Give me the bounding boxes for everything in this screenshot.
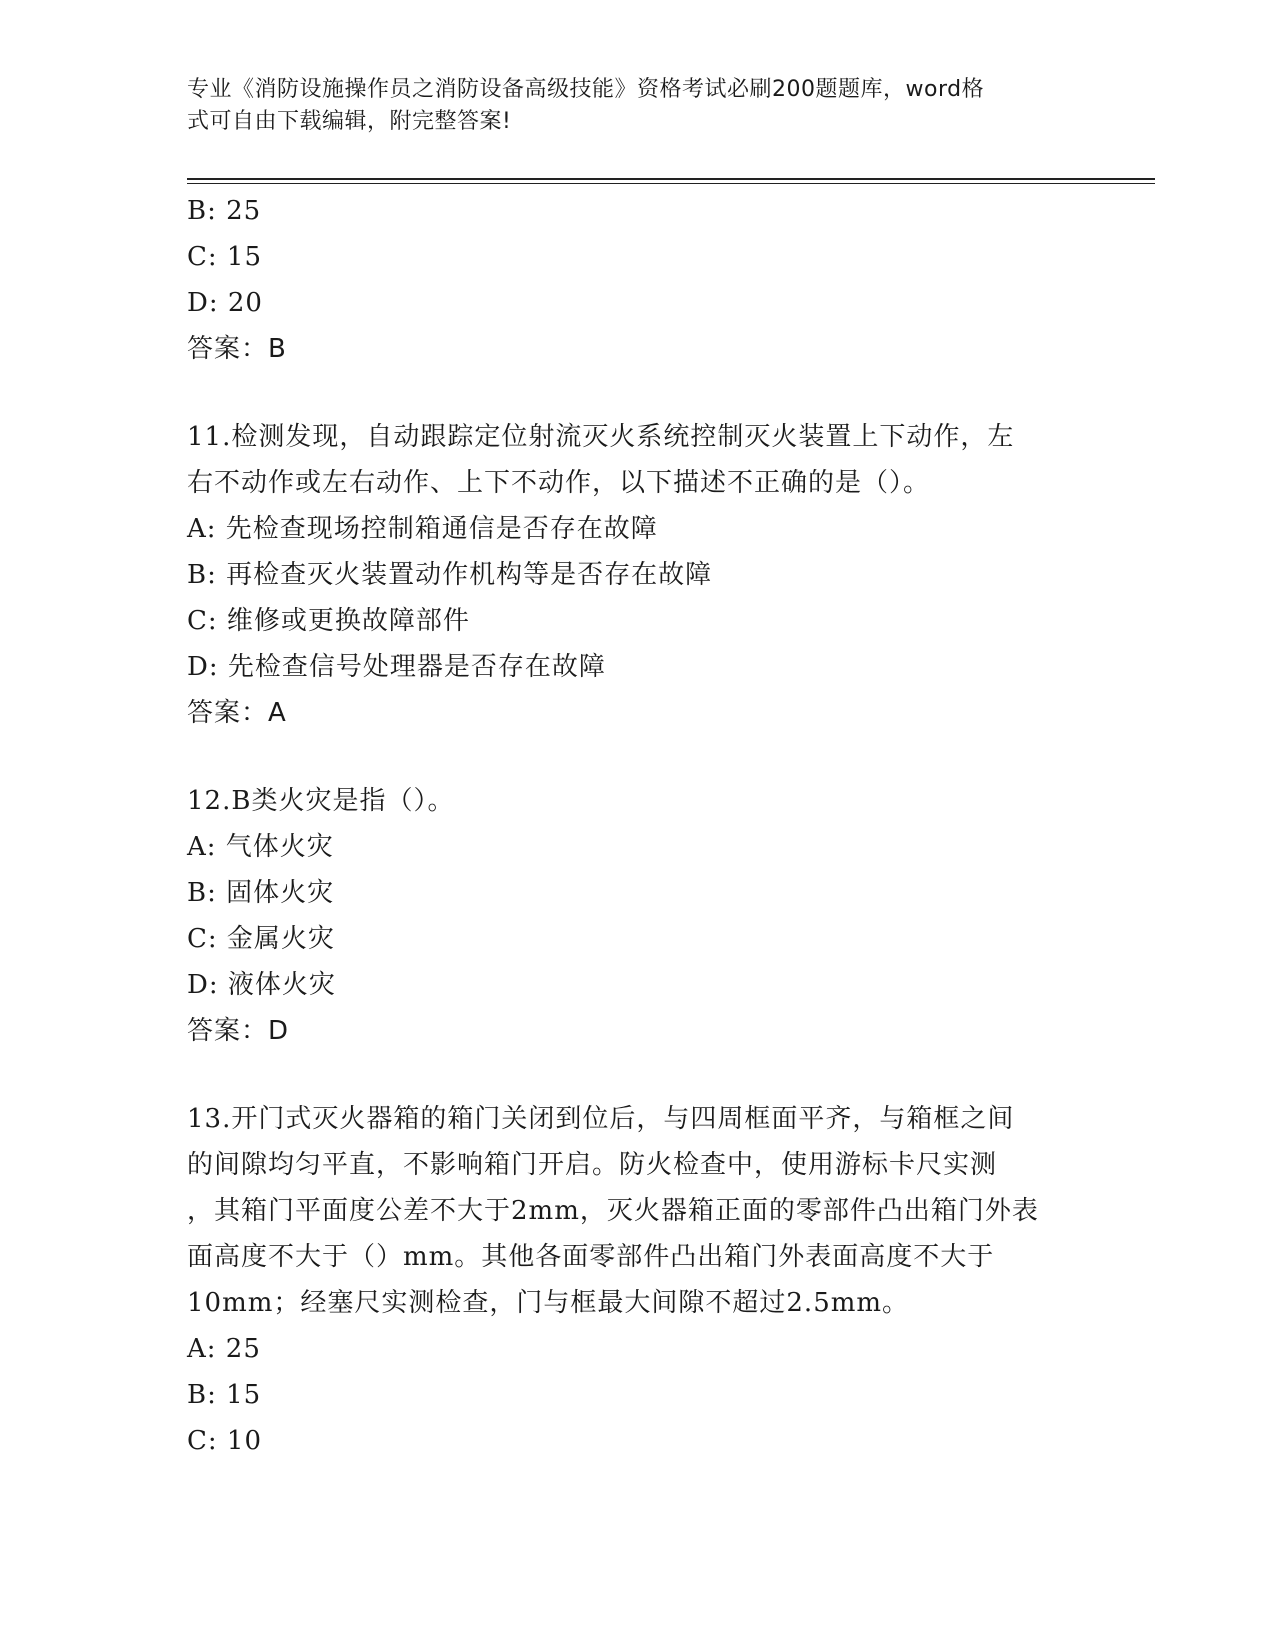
question-text-line: 面高度不大于（）mm。其他各面零部件凸出箱门外表面高度不大于: [187, 1242, 995, 1272]
option-b: B: 再检查灭火装置动作机构等是否存在故障: [187, 560, 713, 590]
option-c: C: 15: [187, 242, 263, 272]
document-header: [187, 74, 1087, 138]
option-d: D: 先检查信号处理器是否存在故障: [187, 652, 606, 682]
question-prev: [187, 188, 1087, 372]
header-line-2: 式可自由下载编辑，附完整答案!: [187, 109, 512, 134]
option-b: B: 15: [187, 1380, 262, 1410]
option-b: B: 固体火灾: [187, 878, 335, 908]
option-a: A: 25: [187, 1334, 261, 1364]
question-text-line: 13.开门式灭火器箱的箱门关闭到位后，与四周框面平齐，与箱框之间: [187, 1104, 1015, 1134]
answer: 答案：D: [187, 1016, 290, 1046]
question-text-line: 11.检测发现，自动跟踪定位射流灭火系统控制灭火装置上下动作，左: [187, 422, 1015, 452]
option-a: A: 先检查现场控制箱通信是否存在故障: [187, 514, 658, 544]
document-body: [187, 188, 1087, 1464]
header-divider-thick: [187, 178, 1155, 180]
question-13: [187, 1096, 1087, 1464]
option-c: C: 金属火灾: [187, 924, 335, 954]
question-11: [187, 414, 1087, 736]
header-line-1: 专业《消防设施操作员之消防设备高级技能》资格考试必刷200题题库，word格: [187, 77, 985, 102]
spacer: [187, 1054, 1087, 1096]
option-c: C: 10: [187, 1426, 263, 1456]
question-text-line: ，其箱门平面度公差不大于2mm，灭火器箱正面的零部件凸出箱门外表: [187, 1196, 1039, 1226]
option-d: D: 20: [187, 288, 263, 318]
question-text-line: 12.B类火灾是指（）。: [187, 786, 455, 816]
spacer: [187, 372, 1087, 414]
question-12: [187, 778, 1087, 1054]
question-text-line: 的间隙均匀平直，不影响箱门开启。防火检查中，使用游标卡尺实测: [187, 1150, 998, 1180]
question-text-line: 右不动作或左右动作、上下不动作，以下描述不正确的是（）。: [187, 468, 931, 498]
answer: 答案：A: [187, 698, 287, 728]
question-text-line: 10mm；经塞尺实测检查，门与框最大间隙不超过2.5mm。: [187, 1288, 910, 1318]
spacer: [187, 736, 1087, 778]
header-divider-thin: [187, 183, 1155, 184]
option-c: C: 维修或更换故障部件: [187, 606, 470, 636]
option-b: B: 25: [187, 196, 262, 226]
option-a: A: 气体火灾: [187, 832, 334, 862]
option-d: D: 液体火灾: [187, 970, 336, 1000]
answer: 答案：B: [187, 334, 287, 364]
